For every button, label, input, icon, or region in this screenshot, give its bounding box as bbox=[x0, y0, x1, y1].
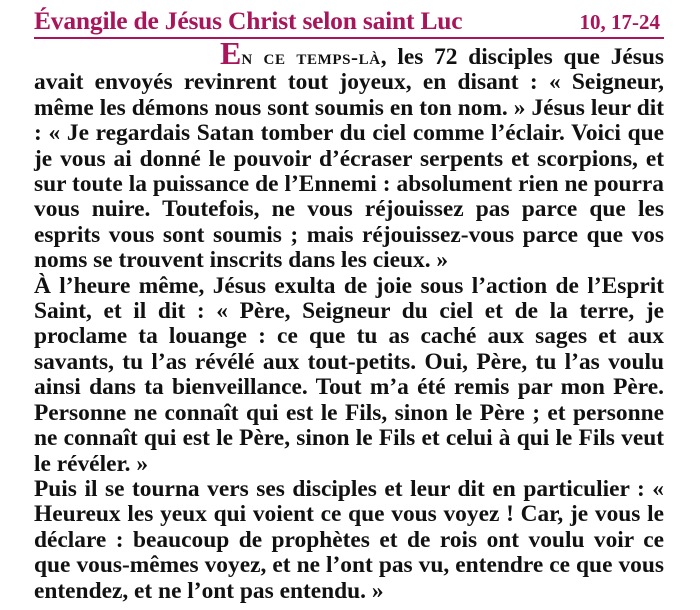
drop-cap-letter: E bbox=[220, 35, 242, 71]
gospel-header bbox=[34, 6, 664, 39]
gospel-page bbox=[34, 6, 664, 604]
paragraph-2: À l’heure même, Jésus exulta de joie sous l’action de l’Esprit Saint, et il dit : « Père, Seigneur du ciel et de la terre, je proclame ta louange : ce que tu as caché aux sages et aux savants, tu l’as révélé aux tout-petits. Oui, Père, tu l’as voulu ainsi dans ta bienveillance. Tout m’a été remis par mon Père. Personne ne connaît qui est le Fils, sinon le Père ; et personne ne connaît qui est le Père, sinon le Fils et celui à qui le Fils veut le révéler. » bbox=[34, 272, 664, 477]
paragraph-3: Puis il se tourna vers ses disciples et leur dit en particulier : « Heureux les yeux qui voient ce que vous voyez ! Car, je vous le déclare : beaucoup de prophètes et de rois ont voulu voir ce que vous-mêmes voyez, et ne l’ont pas vu, entendre ce que vous entendez, et ne l’ont pas entendu. » bbox=[34, 475, 664, 604]
gospel-text bbox=[34, 35, 664, 604]
gospel-reference: 10, 17-24 bbox=[579, 10, 660, 34]
paragraph-1 bbox=[34, 35, 664, 274]
gospel-title: Évangile de Jésus Christ selon saint Luc bbox=[34, 6, 463, 35]
paragraph-1-text: , les 72 disciples que Jésus avait envoyés revinrent tout joyeux, en disant : « Seigneur, même les démons nous sont soumis en ton nom. » Jésus leur dit : « Je regardais Satan tomber du ciel comme l’éclair. Voici que je vous ai donné le pouvoir d’écraser serpents et scorpions, et sur toute la puissance de l’Ennemi : absolument rien ne pourra vous nuire. Toutefois, ne vous réjouissez pas parce que les esprits vous sont soumis ; mais réjouissez-vous parce que vos noms se trouvent inscrits dans les cieux. » bbox=[34, 44, 664, 274]
opening-words: n ce temps-là bbox=[241, 45, 381, 69]
